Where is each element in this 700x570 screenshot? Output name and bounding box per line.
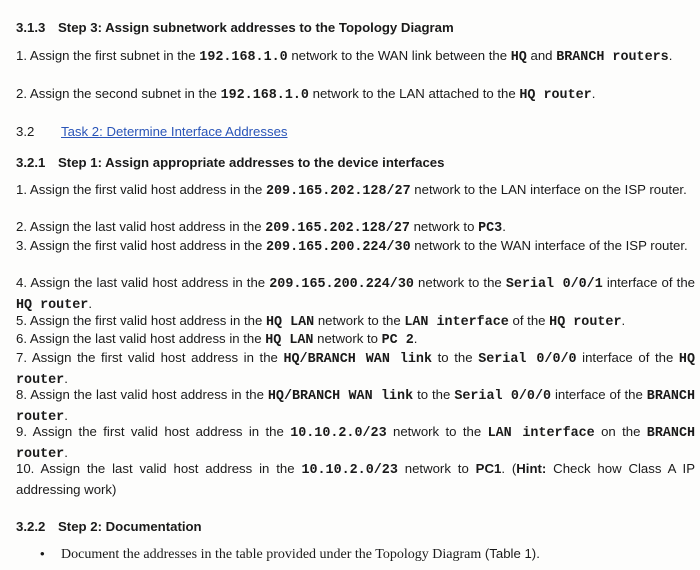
section-3-2-heading: 3.2 Task 2: Determine Interface Addresses (16, 124, 288, 139)
s321-item-1: 1. Assign the first valid host address in the 209.165.202.128/27 network to the LAN interface on the ISP router. (16, 182, 687, 199)
s321-item-4: 4. Assign the last valid host address in the 209.165.200.224/30 network to the Serial 0/0/1 interface of the HQ router. (16, 275, 695, 313)
section-3-2-2-heading: 3.2.2 Step 2: Documentation (16, 519, 202, 534)
s321-item-2: 2. Assign the last valid host address in the 209.165.202.128/27 network to PC3. (16, 219, 506, 236)
s321-item-9: 9. Assign the first valid host address in the 10.10.2.0/23 network to the LAN interface on the BRANCH router. (16, 424, 696, 462)
section-3-2-1-heading: 3.2.1 Step 1: Assign appropriate addresses to the device interfaces (16, 155, 445, 170)
task-2-link[interactable]: Task 2: Determine Interface Addresses (61, 124, 288, 139)
section-3-1-3-heading: 3.1.3 Step 3: Assign subnetwork addresses to the Topology Diagram (16, 20, 454, 35)
s321-item-8: 8. Assign the last valid host address in the HQ/BRANCH WAN link to the Serial 0/0/0 interface of the BRANCH router. (16, 387, 695, 425)
s313-item-2: 2. Assign the second subnet in the 192.168.1.0 network to the LAN attached to the HQ router. (16, 86, 596, 103)
s321-item-10: 10. Assign the last valid host address in the 10.10.2.0/23 network to PC1. (Hint: Check how Class A IP addressing work) (16, 461, 695, 497)
s321-item-5: 5. Assign the first valid host address in the HQ LAN network to the LAN interface of the HQ router. (16, 313, 626, 330)
documentation-bullet: • Document the addresses in the table provided under the Topology Diagram (Table 1). (40, 546, 540, 562)
bullet-dot: • (40, 546, 45, 561)
s321-item-6: 6. Assign the last valid host address in the HQ LAN network to PC 2. (16, 331, 418, 348)
s321-item-3: 3. Assign the first valid host address in the 209.165.200.224/30 network to the WAN interface of the ISP router. (16, 238, 688, 255)
s313-item-1: 1. Assign the first subnet in the 192.168.1.0 network to the WAN link between the HQ and BRANCH routers. (16, 48, 673, 65)
s321-item-7: 7. Assign the first valid host address in the HQ/BRANCH WAN link to the Serial 0/0/0 interface of the HQ router. (16, 350, 695, 388)
